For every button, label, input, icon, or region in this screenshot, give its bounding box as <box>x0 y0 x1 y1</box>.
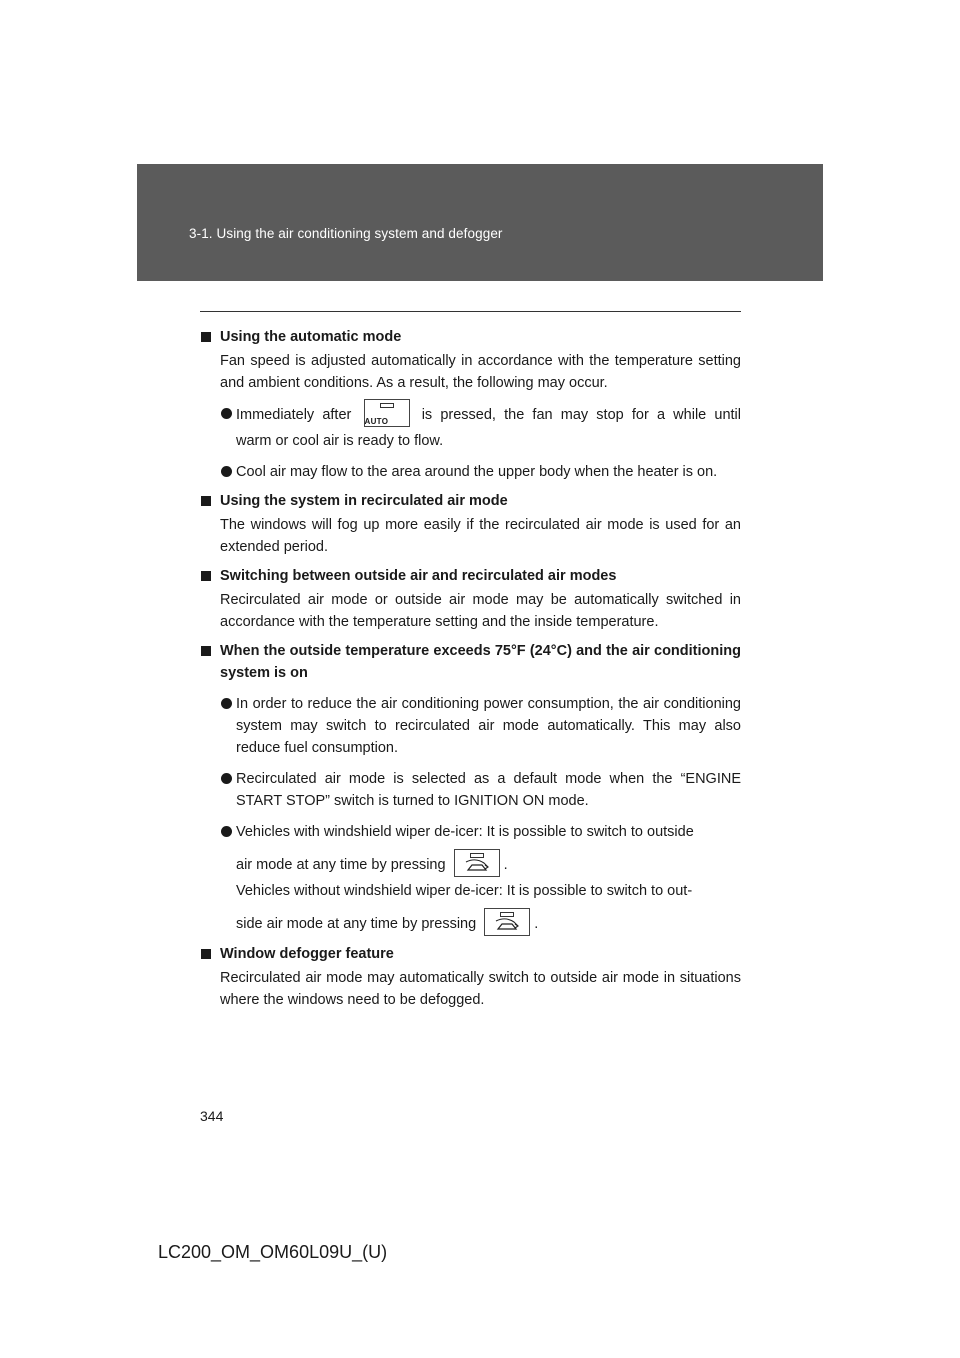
square-bullet-icon <box>201 646 211 656</box>
auto-key-icon: AUTO <box>364 399 410 427</box>
divider-rule <box>200 311 741 312</box>
bullet-item: Recirculated air mode is selected as a default mode when the “ENGINE START STOP” switch is turned to IGNITION ON mode. <box>200 768 741 812</box>
circle-bullet-icon <box>221 698 232 709</box>
section-body: Fan speed is adjusted automatically in accordance with the temperature setting and ambient conditions. As a result, the following may occur. <box>220 353 741 391</box>
section-high-temp <box>200 640 741 936</box>
circle-bullet-icon <box>221 466 232 477</box>
car-airflow-icon <box>464 859 492 875</box>
square-bullet-icon <box>201 496 211 506</box>
section-heading: Window defogger feature <box>200 943 741 965</box>
circle-bullet-icon <box>221 773 232 784</box>
section-recirc-mode <box>200 490 741 558</box>
circle-bullet-icon <box>221 408 232 419</box>
section-auto-mode <box>200 326 741 483</box>
outside-air-key-icon <box>484 908 530 936</box>
page-number: 344 <box>200 1108 224 1124</box>
bullet-item: Cool air may flow to the area around the upper body when the heater is on. <box>200 461 741 483</box>
car-airflow-icon <box>494 918 522 934</box>
section-switching <box>200 565 741 633</box>
section-body: Recirculated air mode or outside air mode may be automatically switched in accordance with the temperature setting and the inside temperature. <box>220 592 741 630</box>
bullet-item: Immediately after AUTO is pressed, the fan may stop for a while until warm or cool air is ready to flow. <box>200 403 741 452</box>
section-body: Recirculated air mode may automatically switch to outside air mode in situations where the windows need to be defogged. <box>220 970 741 1008</box>
bullet-item: Vehicles with windshield wiper de-icer: It is possible to switch to outside air mode at any time by pressing . Vehicles without windshield wiper de-icer: It is possible to switch to out- side air mode at any time by pressing . <box>200 821 741 936</box>
circle-bullet-icon <box>221 826 232 837</box>
square-bullet-icon <box>201 949 211 959</box>
header-band <box>137 164 823 281</box>
section-heading: Using the system in recirculated air mode <box>200 490 741 512</box>
section-title: 3-1. Using the air conditioning system and defogger <box>189 226 503 241</box>
square-bullet-icon <box>201 332 211 342</box>
section-heading: Switching between outside air and recirculated air modes <box>200 565 741 587</box>
document-code: LC200_OM_OM60L09U_(U) <box>158 1242 388 1262</box>
outside-air-key-icon <box>454 849 500 877</box>
section-defogger <box>200 943 741 1011</box>
square-bullet-icon <box>201 571 211 581</box>
section-body: The windows will fog up more easily if the recirculated air mode is used for an extended period. <box>220 517 741 555</box>
content <box>200 326 741 1018</box>
section-heading: Using the automatic mode <box>200 326 741 348</box>
section-heading: When the outside temperature exceeds 75°F (24°C) and the air conditioning system is on <box>200 640 741 684</box>
bullet-item: In order to reduce the air conditioning power consumption, the air conditioning system may switch to recirculated air mode automatically. This may also reduce fuel consumption. <box>200 693 741 759</box>
